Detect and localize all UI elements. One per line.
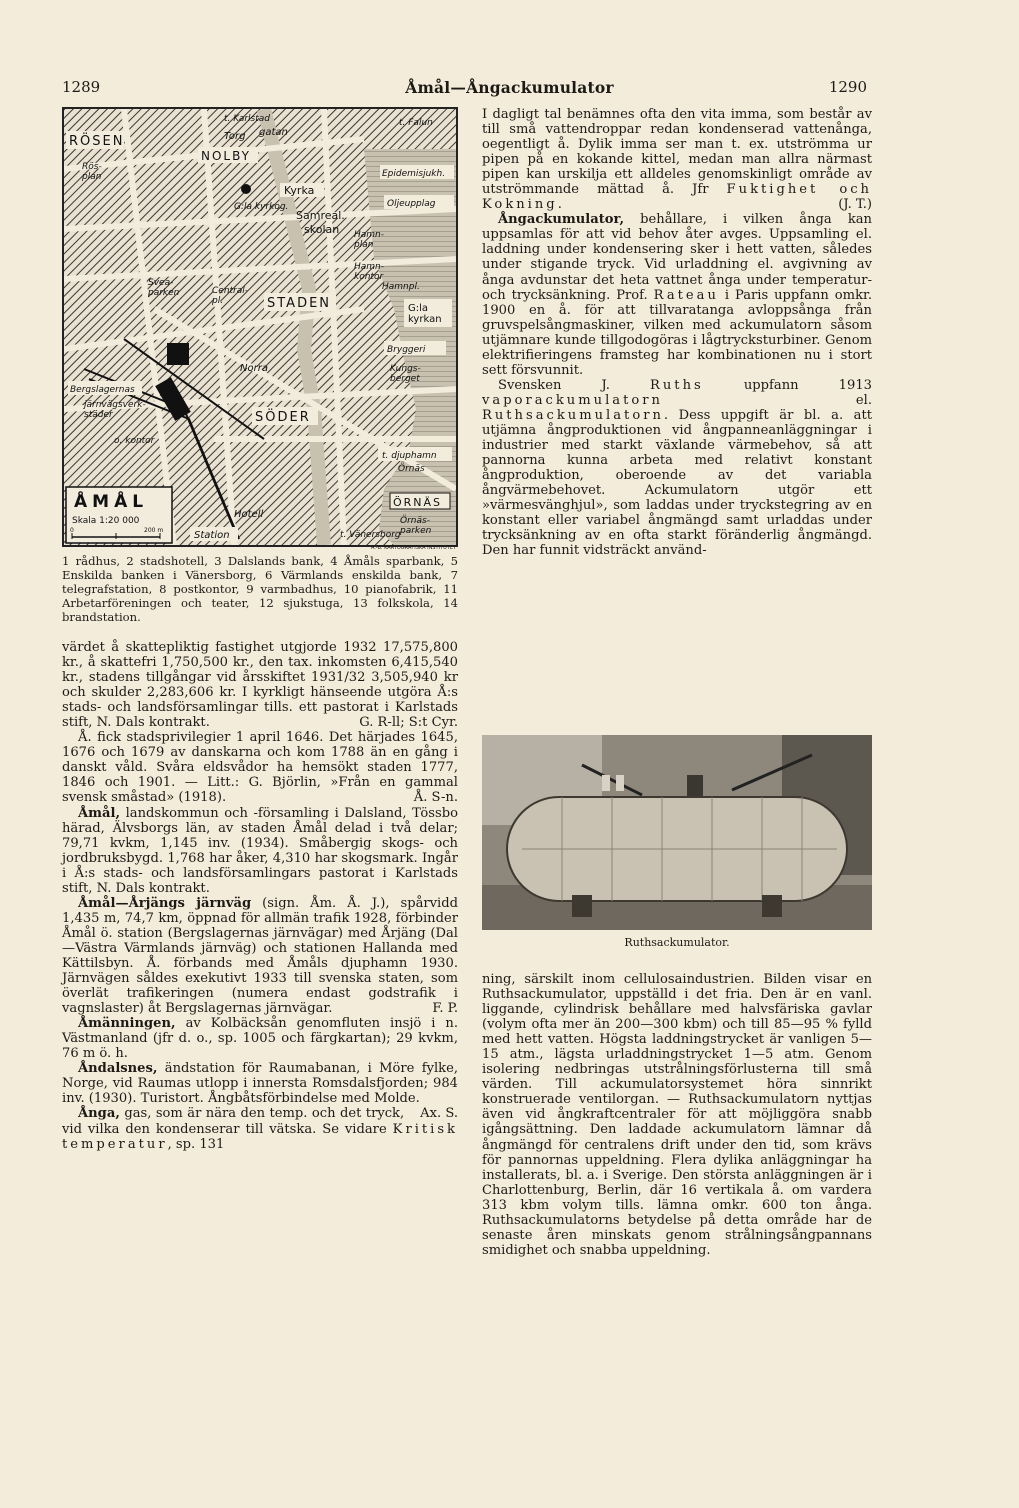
map-credit: A.-B. KARTOGRAFISKA INSTITUTET [370, 545, 456, 551]
label-epidemisjukh: Epidemisjukh. [382, 169, 446, 179]
signature: F. P. [432, 1001, 458, 1017]
label-station: Station [194, 530, 230, 541]
left-column [62, 640, 458, 1152]
label-oljeupplag: Oljeupplag [387, 199, 436, 209]
label-o-kontor: o. kontor [114, 436, 155, 446]
ruthsackumulator-photo [482, 735, 872, 930]
ruths-paragraph: Svensken J. Ruths uppfann 1913 vaporackumulatorn el. Ruthsackumulatorn. Dess uppgift är bl. a. att utjämna ångproduktionen vid ångpanneanläggningar i industrier med starkt växlande värmebehov, så att pannorna kunna arbeta med relativt konstant ångproduktion, oberoende av det variabla ångvärmebehovet. Ackumulatorn utgör ett »värmesvänghjul», som laddas under tryckstegring av en konstant eller variabel ångmängd samt urladdas under trycksänkning av en ofta starkt föränderlig ångmängd. Den har funnit vidsträckt använd- [482, 377, 872, 559]
right-column-top [482, 107, 872, 558]
right-column-bottom [482, 972, 872, 1258]
label-amal: ÅMÅL [74, 492, 149, 512]
label-roslan: Rös-plan [82, 162, 102, 182]
label-soder: SÖDER [255, 410, 311, 425]
label-staden: STADEN [267, 296, 332, 311]
amal-history-paragraph: Å. fick stadsprivilegier 1 april 1646. Det härjades 1645, 1676 och 1679 av danskarna och kom 1788 än en gång i danskt våld. Svåra eldsvådor ha hemsökt staden 1777, 1846 och 1901. — Litt.: G. Björlin, »Från en gammal svensk småstad» (1918). Å. S-n. [62, 730, 458, 806]
label-bergslagernas: Bergslagernas [70, 385, 135, 395]
label-kyrka: Kyrka [284, 184, 315, 197]
amal-finance-paragraph: värdet å skattepliktig fastighet utgjorde 1932 17,575,800 kr., å skattefri 1,750,500 kr., den tax. inkomsten 6,415,540 kr., stadens tillgångar vid årsskiftet 1931/32 3,505,940 kr och skulder 2,283,606 kr. I kyrkligt hänseende utgöra Å:s stads- och landsförsamlingar tills. ett pastorat i Karlstads stift, N. Dals kontrakt. G. R-ll; S:t Cyr. [62, 640, 458, 731]
label-vanersborg: t. Vänersborg [340, 530, 401, 540]
signature: G. R-ll; S:t Cyr. [359, 715, 458, 731]
station-block [167, 343, 189, 365]
label-scale-200: 200 m [144, 527, 164, 534]
cross-reference: Kritisk temperatur [62, 1121, 458, 1152]
label-hamn-kontor: Hamn-kontor [354, 262, 385, 282]
label-svea-park: Svea-parken [148, 278, 180, 298]
label-hotell: Hotell [234, 509, 264, 520]
label-nolby: NOLBY [201, 149, 252, 163]
label-skolan: skolan [304, 223, 340, 236]
label-jarnvagsverk: järnvägsverk-städer [84, 400, 146, 420]
label-norra: Norra [240, 363, 268, 374]
label-djuphamn: t. djuphamn [382, 451, 437, 461]
label-karlstad: t. Karlstad [224, 114, 270, 124]
label-gla-kyrkan: G:la kyrkan [408, 303, 442, 325]
photo-caption: Ruthsackumulator. [624, 936, 730, 949]
label-skala: Skala 1:20 000 [72, 516, 140, 526]
photo-drawing [482, 735, 872, 930]
cross-reference: Fuktighet och Kokning [482, 182, 872, 213]
signature: (J. T.) [838, 197, 872, 213]
label-samreal: Samreal. [296, 209, 345, 222]
entry-anga: Ånga, gas, som är nära den temp. och det tryck, vid vilka den kondenserar till vätska. Se vidare Kritisk temperatur, sp. 131 [62, 1106, 458, 1152]
page-number-left: 1289 [62, 78, 101, 96]
map-drawing [64, 109, 456, 545]
label-torg: Torg [224, 131, 246, 142]
label-hamnplan: Hamn-plan [354, 230, 385, 250]
label-rosen: RÖSEN [69, 134, 125, 149]
entry-angackumulator: Ångackumulator, behållare, i vilken ånga kan uppsamlas för att vid behov åter avges. Uppsamling el. laddning under kondensering sker i hett vatten, således under stigande tryck. Vid urladdning el. avgivning av ånga avdunstar det heta vattnet ånga under temperatur- och trycksänkning. Prof. Rateau i Paris uppfann omkr. 1900 en å. för att tillvaratanga avloppsånga från gruvspelsångmaskiner, vilken med ackumulatorn såsom utjämnare kunde tillgodogöras i lågtrycksturbiner. Genom elektrifieringens framsteg har kombinationen nu i stort sett försvunnit. [482, 212, 872, 378]
page-number-right: 1290 [828, 78, 867, 96]
label-ornasgatan: Örnäs [398, 464, 425, 474]
town-map-amal [62, 107, 458, 547]
label-hamnpl: Hamnpl. [382, 282, 420, 292]
entry-andalsnes: Åndalsnes, ändstation för Raumabanan, i Möre fylke, Norge, vid Raumas utlopp i innersta Romsdalsfjorden; 984 inv. (1930). Turistort. Ångbåtsförbindelse med Molde. Ax. S. [62, 1061, 458, 1122]
label-ornas-parken: Örnäs-parken [400, 516, 432, 536]
label-bryggeri: Bryggeri [387, 345, 426, 355]
signature: Å. S-n. [413, 790, 458, 806]
church-mark [241, 184, 251, 194]
label-scale-0: 0 [70, 527, 74, 534]
entry-amal-landskommun: Åmål, landskommun och -församling i Dalsland, Tössbo härad, Älvsborgs län, av staden Åmål delad i två delar; 79,71 kvkm, 1,145 inv. (1934). Småbergig skogs- och jordbruksbygd. 1,768 har åker, 4,310 har skogsmark. Ingår i Å:s stads- och landsförsamlingars pastorat i Karlstads stift, N. Dals kontrakt. [62, 805, 458, 896]
label-ornas: ÖRNÄS [393, 496, 443, 509]
map-legend-caption: 1 rådhus, 2 stadshotell, 3 Dalslands bank, 4 Åmåls sparbank, 5 Enskilda banken i Vänersborg, 6 Värmlands enskilda bank, 7 telegrafstation, 8 postkontor, 9 varmbadhus, 10 pianofabrik, 11 Arbetarföreningen och teater, 12 sjukstuga, 13 folkskola, 14 brandstation. [62, 554, 458, 624]
label-falun: t. Falun [399, 118, 433, 128]
accumulator-usage-paragraph: ning, särskilt inom cellulosaindustrien. Bilden visar en Ruthsackumulator, uppställd i det fria. Den är en vanl. liggande, cylindrisk behållare med halvsfäriska gavlar (volym ofta mer än 200—300 kbm) och till 85—95 % fylld med hett vatten. Högsta laddningstrycket är vanligen 5—15 atm., lägsta urladdningstrycket 1—5 atm. Genom isolering nedbringas utstrålningsförlusterna till små värden. Till ackumulatorsystemet höra sinnrikt konstruerade ventilorgan. — Ruthsackumulatorn nyttjas även vid ångkraftcentraler för att möjliggöra snabb igångsättning. Den laddade ackumulatorn lämnar då ångmängd för centralens drift under den tid, som krävs för pannornas uppeldning. Flera dylika anläggningar ha installerats, bl. a. i Sverige. Den största anläggningen är i Charlottenburg, Berlin, där 16 vertikala å. om vardera 313 kbm volym tills. lämna omkr. 600 ton ånga. Ruthsackumulatorns betydelse på detta område har de senaste åren minskats genom strålningsångpannans smidighet och snabba uppeldning. [482, 972, 872, 1258]
anga-continued-paragraph: I dagligt tal benämnes ofta den vita imma, som består av till små vattendroppar redan kondenserad vattenånga, oegentligt å. Dylik imma ser man t. ex. utströmma ur pipen på en kokande kittel, medan man allra närmast pipen kan urskilja ett alldeles genomskinligt område av utströmmande mättad å. Jfr Fuktighet och Kokning. (J. T.) [482, 107, 872, 213]
label-central: Central-pl. [212, 286, 249, 306]
signature: Ax. S. [420, 1106, 458, 1122]
label-kungsberget: Kungs-berget [390, 364, 421, 384]
label-gla-kyrkog: G:la kyrkog. [234, 202, 289, 212]
entry-amal-arjangs-jarnvag: Åmål—Årjängs järnväg (sign. Åm. Å. J.), spårvidd 1,435 m, 74,7 km, öppnad för allmän trafik 1928, förbinder Åmål ö. station (Bergslagernas järnvägar) med Årjäng (Dal—Västra Värmlands järnväg) och stationen Hallanda med Kättilsbyn. Å. förbands med Åmåls djuphamn 1930. Järnvägen såldes exekutivt 1933 till svenska staten, som överlät trafikeringen (numera endast godstrafik i vagnslaster) åt Bergslagernas järnvägar. F. P. [62, 895, 459, 1017]
label-gatan: gatan [259, 127, 288, 138]
page-title: Åmål—Ångackumulator [405, 78, 614, 97]
entry-amanningen: Åmänningen, av Kolbäcksån genomfluten insjö i n. Västmanland (jfr d. o., sp. 1005 och färgkartan); 29 kvkm, 76 m ö. h. [62, 1016, 458, 1062]
